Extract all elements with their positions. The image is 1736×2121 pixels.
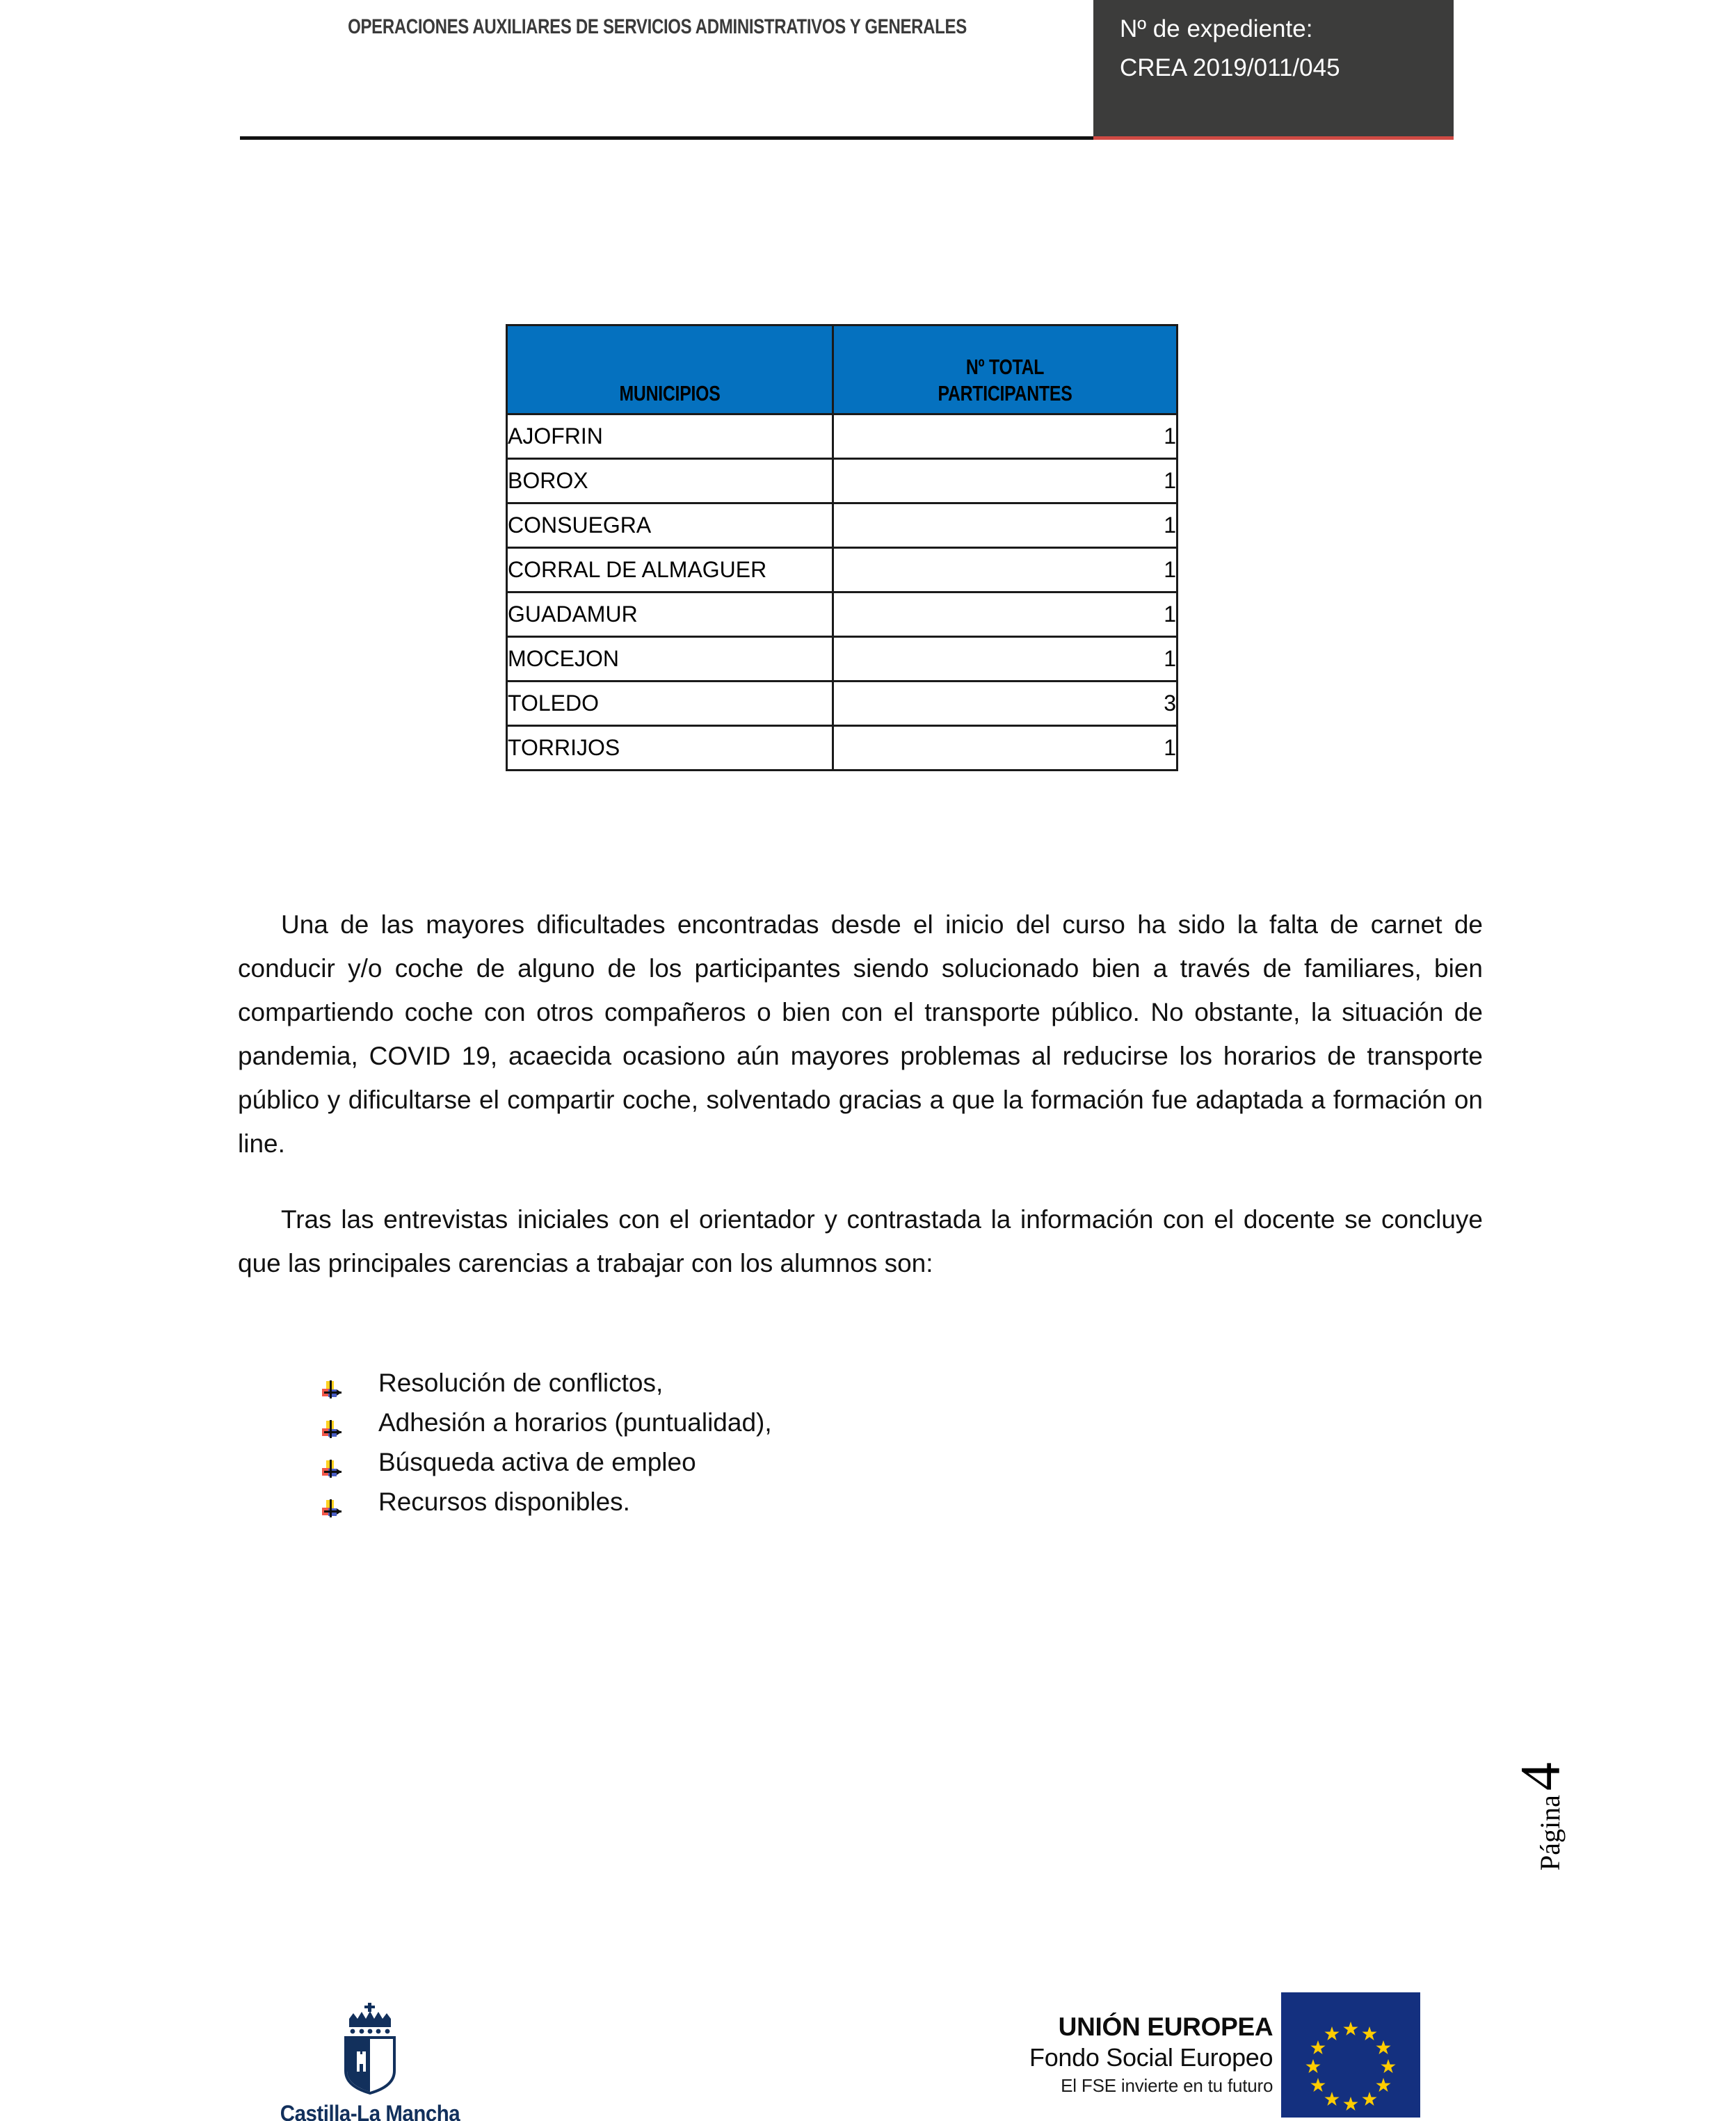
- cell-municipio: TOLEDO: [507, 682, 833, 726]
- table-row: [507, 548, 1178, 592]
- list-item-label: Resolución de conflictos,: [378, 1369, 664, 1397]
- cell-participantes: 1: [833, 503, 1178, 548]
- table-row: [507, 682, 1178, 726]
- column-header-total-line-2: PARTICIPANTES: [938, 381, 1072, 406]
- header-rule-black: [240, 136, 1093, 140]
- list-item: [321, 1482, 772, 1522]
- cell-municipio: TORRIJOS: [507, 726, 833, 771]
- cell-municipio: BOROX: [507, 459, 833, 503]
- list-item: [321, 1403, 772, 1442]
- municipios-table: [506, 324, 1178, 771]
- eu-union-europea-label: UNIÓN EUROPEA: [1058, 2012, 1273, 2041]
- cell-municipio: GUADAMUR: [507, 592, 833, 637]
- cell-participantes: 1: [833, 592, 1178, 637]
- table-row: [507, 503, 1178, 548]
- header-rule-red: [1093, 136, 1454, 140]
- column-header-municipios-line-1: MUNICIPIOS: [619, 381, 721, 406]
- page-number-value: 4: [1509, 1762, 1572, 1791]
- column-header-total-participantes: [833, 325, 1178, 414]
- carencias-list: [321, 1363, 772, 1522]
- list-item-label: Búsqueda activa de empleo: [378, 1448, 696, 1476]
- four-color-arrow-bullet-icon: [321, 1412, 342, 1433]
- cell-municipio: CONSUEGRA: [507, 503, 833, 548]
- page-number-label: Página: [1534, 1795, 1566, 1871]
- four-color-arrow-bullet-icon: [321, 1492, 342, 1513]
- eu-flag-icon: [1281, 1992, 1420, 2118]
- list-item-label: Adhesión a horarios (puntualidad),: [378, 1408, 772, 1437]
- cell-participantes: 1: [833, 726, 1178, 771]
- body-content: [238, 903, 1483, 1285]
- header-course-title: OPERACIONES AUXILIARES DE SERVICIOS ADMINISTRATIVOS Y GENERALES: [348, 15, 967, 38]
- table-row: [507, 459, 1178, 503]
- table-row: [507, 726, 1178, 771]
- castilla-la-mancha-logo: [245, 2001, 495, 2121]
- list-item-label: Recursos disponibles.: [378, 1487, 630, 1516]
- cell-participantes: 1: [833, 414, 1178, 459]
- table-header-row: [507, 325, 1178, 414]
- table-row: [507, 592, 1178, 637]
- eu-text-block: [1029, 1992, 1281, 2118]
- cell-participantes: 3: [833, 682, 1178, 726]
- column-header-total-line-1: Nº TOTAL: [965, 354, 1045, 379]
- cell-participantes: 1: [833, 459, 1178, 503]
- paragraph-entrevistas: Tras las entrevistas iniciales con el orientador y contrastada la información con el docente se concluye que las principales carencias a trabajar con los alumnos son:: [238, 1205, 1483, 1277]
- clm-name-label: Castilla-La Mancha: [280, 2101, 460, 2121]
- page-header: [0, 0, 1736, 146]
- four-color-arrow-bullet-icon: [321, 1452, 342, 1473]
- cell-municipio: AJOFRIN: [507, 414, 833, 459]
- expediente-label: Nº de expediente:: [1120, 15, 1313, 42]
- list-item: [321, 1442, 772, 1482]
- clm-shield-icon: [245, 2001, 495, 2098]
- list-item: [321, 1363, 772, 1403]
- table-row: [507, 637, 1178, 682]
- eu-slogan-label: El FSE invierte en tu futuro: [1061, 2075, 1273, 2097]
- union-europea-logo: [1029, 1992, 1420, 2118]
- table-row: [507, 414, 1178, 459]
- cell-municipio: MOCEJON: [507, 637, 833, 682]
- four-color-arrow-bullet-icon: [321, 1373, 342, 1394]
- cell-participantes: 1: [833, 548, 1178, 592]
- expediente-value: CREA 2019/011/045: [1120, 54, 1340, 81]
- cell-participantes: 1: [833, 637, 1178, 682]
- expediente-box: [1093, 0, 1454, 136]
- column-header-municipios: [507, 325, 833, 414]
- paragraph-dificultades: Una de las mayores dificultades encontradas desde el inicio del curso ha sido la falta de carnet de conducir y/o coche de alguno de los participantes siendo solucionado bien a través de familiares, bien compartiendo coche con otros compañeros o bien con el transporte público. No obstante, la situación de pandemia, COVID 19, acaecida ocasiono aún mayores problemas al reducirse los horarios de transporte público y dificultarse el compartir coche, solventado gracias a que la formación fue adaptada a formación on line.: [238, 910, 1483, 1158]
- table-body: [507, 414, 1178, 771]
- eu-fondo-social-label: Fondo Social Europeo: [1029, 2043, 1273, 2072]
- page-number: [1508, 1662, 1591, 1871]
- table-head: [507, 325, 1178, 414]
- cell-municipio: CORRAL DE ALMAGUER: [507, 548, 833, 592]
